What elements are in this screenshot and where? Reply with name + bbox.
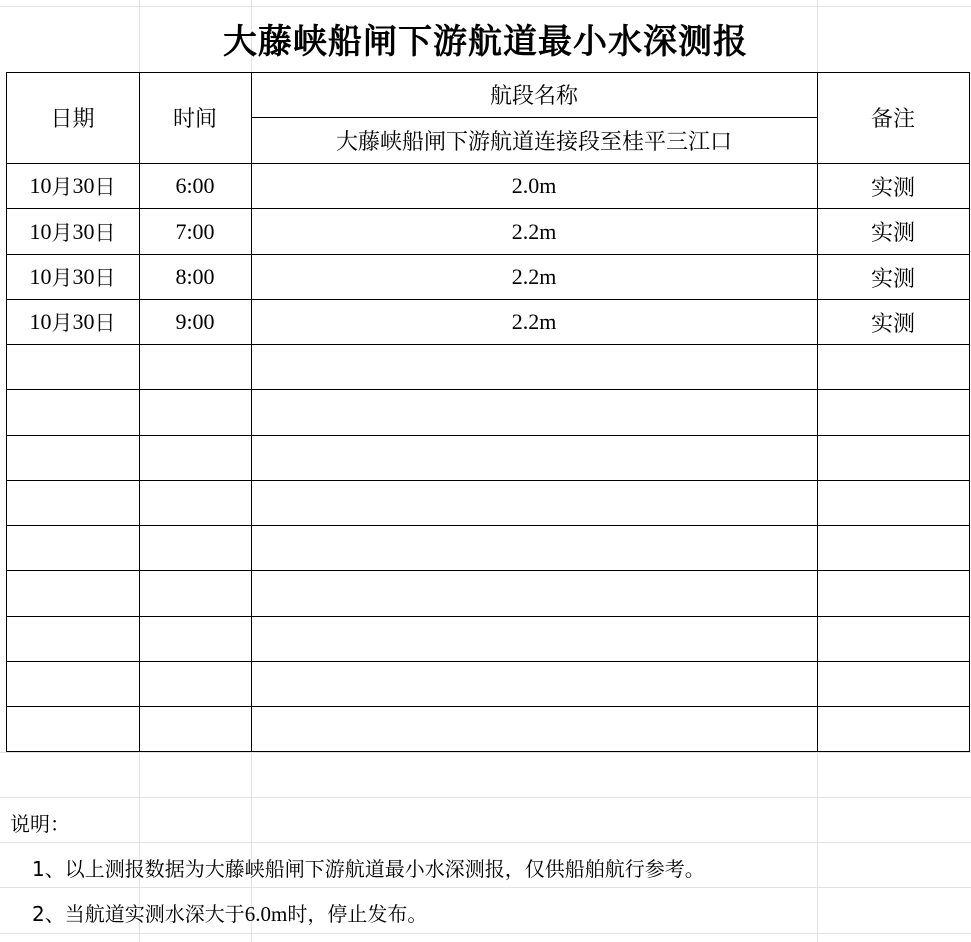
note-item-2-suffix: 时，停止发布。 xyxy=(287,902,428,926)
table-row-depth: 2.2m xyxy=(511,309,557,334)
table-row-time: 9:00 xyxy=(175,309,215,334)
grid-line xyxy=(0,6,971,7)
header-date: 日期 xyxy=(50,107,95,132)
table-row-remark: 实测 xyxy=(870,266,915,292)
report-title: 大藤峡船闸下游航道最小水深测报 xyxy=(223,22,748,62)
note-item-2-prefix: 2、当航道实测水深大于 xyxy=(32,902,245,926)
table-row-depth: 2.2m xyxy=(511,218,557,244)
grid-line xyxy=(0,842,971,843)
table-row-time: 8:00 xyxy=(175,264,215,289)
table-row-date: 10 月 30 日 xyxy=(29,218,116,245)
grid-line xyxy=(0,797,971,798)
table-row-date: 10 月 30 日 xyxy=(29,309,116,335)
table-row-date: 10 月 30 日 xyxy=(29,173,116,199)
table-row-remark: 实测 xyxy=(870,221,915,246)
table-row-remark: 实测 xyxy=(870,175,915,201)
grid-line xyxy=(0,933,971,934)
header-time: 时间 xyxy=(172,107,217,132)
table-row-time: 6:00 xyxy=(175,173,215,198)
note-item-2-value: 6.0m xyxy=(244,902,288,926)
grid-line xyxy=(0,887,971,888)
grid-line xyxy=(0,752,971,753)
table-row-depth: 2.0m xyxy=(511,173,557,198)
table-row-date: 10 月 30 日 xyxy=(29,264,116,290)
header-remark: 备注 xyxy=(870,107,915,132)
note-item-2 xyxy=(32,898,427,927)
header-segment-name: 大藤峡船闸下游航道连接段至桂平三江口 xyxy=(335,130,732,155)
note-item-1: 1、以上测报数据为大藤峡船闸下游航道最小水深测报，仅供船舶航行参考。 xyxy=(32,857,705,881)
header-segment-group: 航段名称 xyxy=(489,84,578,109)
table-row-remark: 实测 xyxy=(870,311,915,337)
table-row-depth: 2.2m xyxy=(511,264,557,289)
table-row-time: 7:00 xyxy=(175,218,215,244)
notes-label: 说明： xyxy=(10,812,70,836)
